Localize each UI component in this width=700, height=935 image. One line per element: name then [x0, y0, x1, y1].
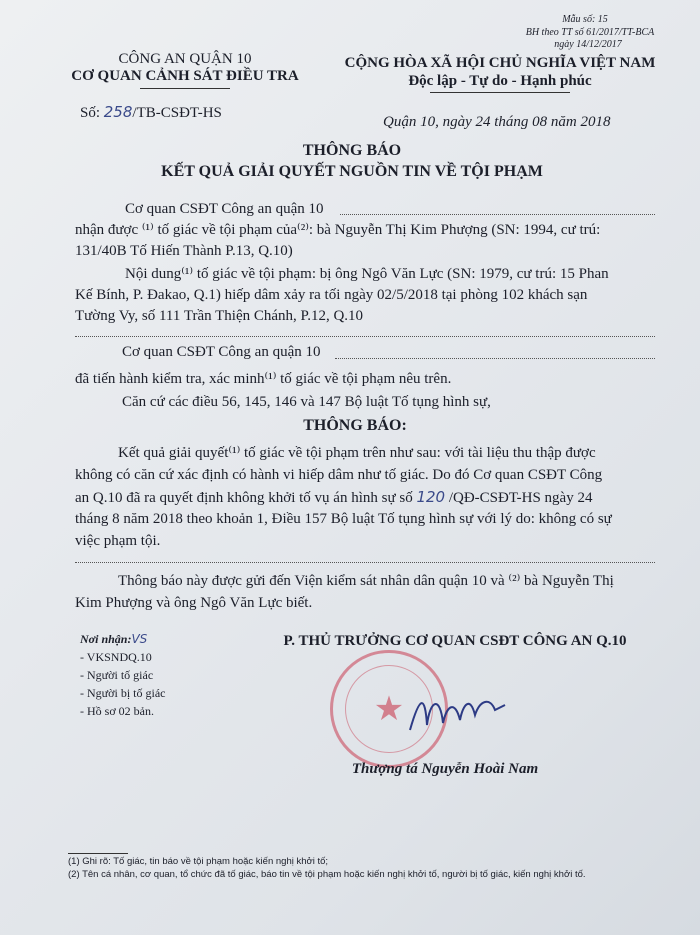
decision-text: an Q.10 đã ra quyết định không khởi tố vụ án hình sự số	[75, 490, 413, 506]
signature-title: P. THỦ TRƯỞNG CƠ QUAN CSĐT CÔNG AN Q.10	[283, 633, 627, 649]
form-number: Mẫu số: 15	[562, 14, 608, 25]
footnote: (2) Tên cá nhân, cơ quan, tổ chức đã tố giác, báo tin về tội phạm hoặc kiến nghị khởi tố, người bị tố giác, kiến nghị khởi tố.	[68, 869, 586, 880]
text-line: Kim Phượng và ông Ngô Văn Lực biết.	[75, 595, 313, 611]
blank-line	[75, 336, 655, 337]
number-prefix: Số:	[80, 105, 101, 121]
footnote-divider	[68, 853, 128, 854]
recipients-handwritten: VS	[131, 632, 148, 646]
blank-line	[340, 214, 655, 215]
decision-suffix: /QĐ-CSĐT-HS ngày 24	[448, 490, 593, 506]
recipients-label-text: Nơi nhận:	[80, 632, 132, 646]
place-date: Quận 10, ngày 24 tháng 08 năm 2018	[383, 114, 611, 130]
number-suffix: /TB-CSĐT-HS	[132, 105, 222, 121]
form-date: ngày 14/12/2017	[554, 39, 622, 50]
country-name: CỘNG HÒA XÃ HỘI CHỦ NGHĨA VIỆT NAM	[344, 55, 656, 71]
decision-number-handwritten: 120	[416, 488, 446, 506]
notice-heading: THÔNG BÁO:	[303, 417, 407, 434]
text-line: Tường Vy, số 111 Trần Thiện Chánh, P.12, Q.10	[75, 308, 364, 324]
document-number	[80, 103, 222, 122]
text-line: Căn cứ các điều 56, 145, 146 và 147 Bộ luật Tố tụng hình sự,	[122, 394, 491, 410]
text-line: Kế Bính, P. Đakao, Q.1) hiếp dâm xảy ra tối ngày 02/5/2018 tại phòng 102 khách sạn	[75, 287, 588, 303]
star-icon: ★	[373, 691, 405, 728]
text-line: 131/40B Tố Hiến Thành P.13, Q.10)	[75, 243, 293, 259]
text-line: tháng 8 năm 2018 theo khoản 1, Điều 157 Bộ luật Tố tụng hình sự với lý do: không có sự	[75, 511, 612, 527]
recipient-item: - VKSNDQ.10	[80, 650, 152, 664]
title: THÔNG BÁO	[302, 142, 402, 159]
recipient-item: - Người bị tố giác	[80, 686, 166, 700]
footnote: (1) Ghi rõ: Tố giác, tin báo về tội phạm hoặc kiến nghị khởi tố;	[68, 856, 329, 867]
signer-name: Thượng tá Nguyễn Hoài Nam	[351, 761, 539, 777]
header-divider	[140, 88, 230, 89]
number-handwritten: 258	[103, 103, 133, 121]
blank-line	[335, 358, 655, 359]
department-name: CƠ QUAN CẢNH SÁT ĐIỀU TRA	[71, 68, 299, 84]
handwritten-signature	[405, 685, 515, 745]
recipient-item: - Hồ sơ 02 bản.	[80, 704, 155, 718]
text-line: việc phạm tội.	[75, 533, 161, 549]
text-line: Cơ quan CSĐT Công an quận 10	[122, 344, 321, 360]
text-line: Nội dung⁽¹⁾ tố giác về tội phạm: bị ông Ngô Văn Lực (SN: 1979, cư trú: 15 Phan	[125, 266, 609, 282]
recipients-label	[80, 630, 147, 648]
text-line: Kết quả giải quyết⁽¹⁾ tố giác về tội phạm trên như sau: với tài liệu thu thập được	[118, 445, 596, 461]
text-line: không có căn cứ xác định có hành vi hiếp dâm như tố giác. Do đó Cơ quan CSĐT Công	[75, 467, 603, 483]
motto-underline	[430, 92, 570, 93]
text-line: Thông báo này được gửi đến Viện kiểm sát nhân dân quận 10 và ⁽²⁾ bà Nguyễn Thị	[118, 573, 614, 589]
recipient-item: - Người tố giác	[80, 668, 154, 682]
text-line: Cơ quan CSĐT Công an quận 10	[125, 201, 324, 217]
text-line	[75, 488, 592, 507]
motto: Độc lập - Tự do - Hạnh phúc	[408, 73, 592, 89]
text-line: đã tiến hành kiểm tra, xác minh⁽¹⁾ tố giác về tội phạm nêu trên.	[75, 371, 452, 387]
agency-name: CÔNG AN QUẬN 10	[118, 51, 252, 67]
form-basis: BH theo TT số 61/2017/TT-BCA	[525, 27, 655, 38]
text-line: nhận được ⁽¹⁾ tố giác về tội phạm của⁽²⁾: bà Nguyễn Thị Kim Phượng (SN: 1994, cư trú:	[75, 222, 601, 238]
blank-line	[75, 562, 655, 563]
subtitle: KẾT QUẢ GIẢI QUYẾT NGUỒN TIN VỀ TỘI PHẠM	[161, 163, 543, 180]
